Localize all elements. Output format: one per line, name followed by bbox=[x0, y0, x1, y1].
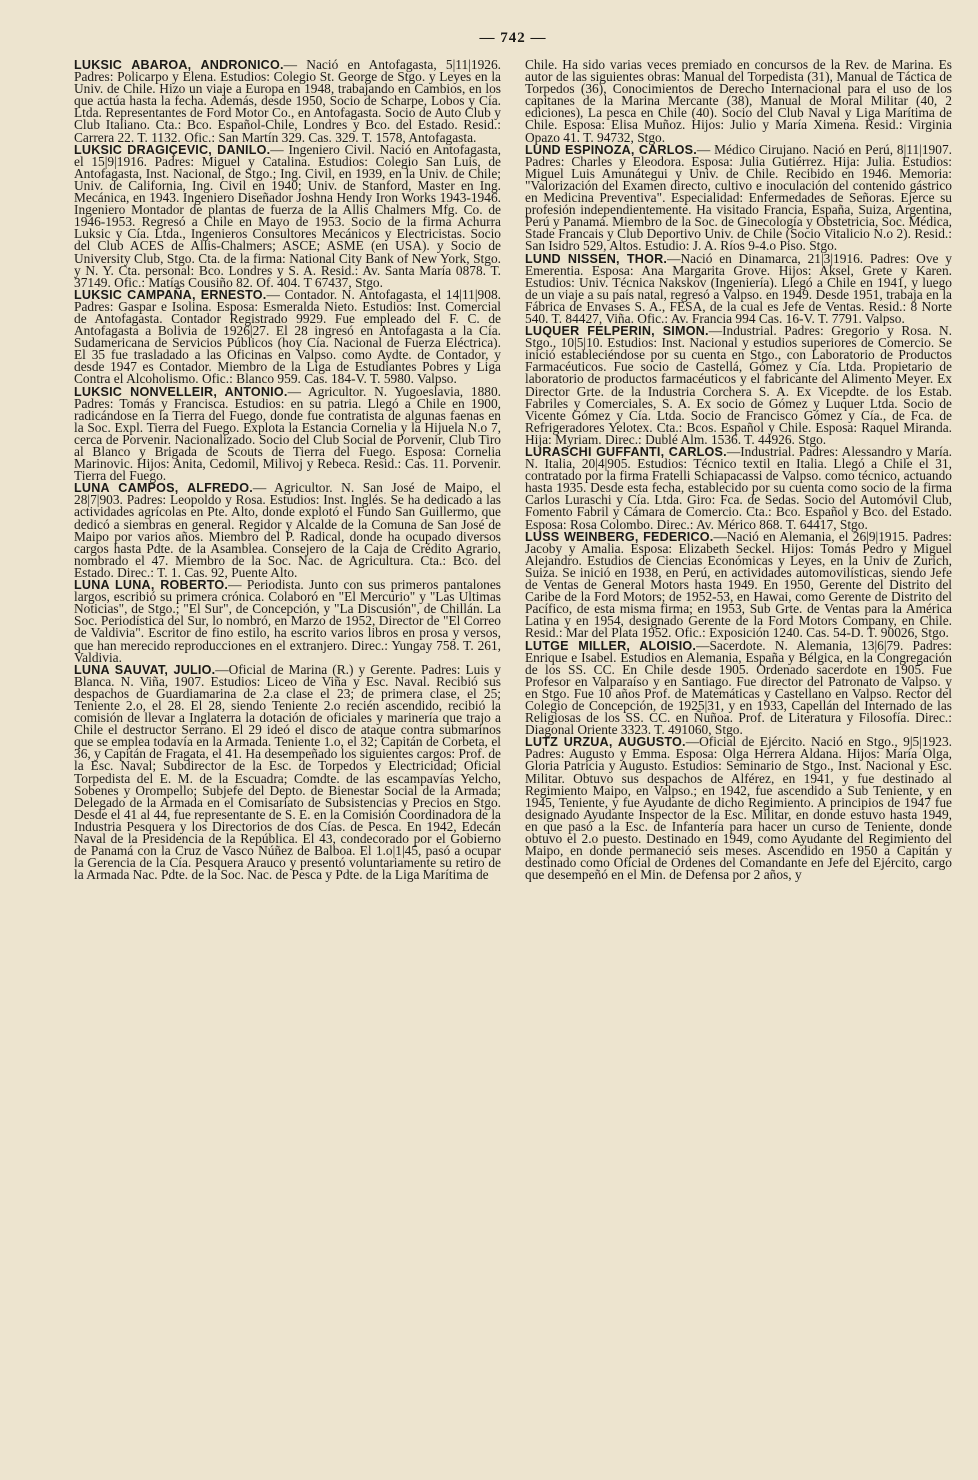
entry-text: —Nació en Alemania, el 26|9|1915. Padres: Jacoby y Amalia. Esposa: Elizabeth Seckel. Hijos: Tomás Pedro y Miguel Alejandro. Estudios de Ciencias Económicas y Leyes, en la Univ de Zurich, Suiza. Se inició en 1938, en Perú, en actividades automovilísticas, siendo Jefe de Ventas de General Motors hasta 1949. En 1950, Gerente del Distrito del Caribe de la Ford Motors; de 1952-53, en Hawai, como Gerente de Distrito del Pacífico, de esta misma firma; en 1953, Sub Grte. de Ventas para la América Latina y en 1954, designado Gerente de la Ford Motors Company, en Chile. Resid.: Mar del Plata 1952. Ofic.: Exposición 1240. Cas. 54-D. T. 90026, Stgo. bbox=[525, 528, 952, 641]
entry-lutz-urzua bbox=[525, 736, 952, 881]
entry-text: — Agricultor. N. San José de Maipo, el 28|7|903. Padres: Leopoldo y Rosa. Estudios: Inst. Inglés. Se ha dedicado a las actividades agrícolas en Pte. Alto, donde explotó el Fundo San Guillermo, que dedicó a siembras en general. Regidor y Alcalde de la Comuna de San José de Maipo por varios años. Miembro del P. Radical, donde ha ocupado diversos cargos hasta Pdte. de la Asamblea. Consejero de la Caja de Crédito Agrario, nombrado el 47. Miembro de la Soc. Nac. de Agricultura. Cta.: Bco. del Estado. Direc.: T. 1. Cas. 92, Puente Alto. bbox=[74, 480, 501, 580]
entry-luna-sauvat-continued bbox=[525, 59, 952, 144]
entry-lund-nissen bbox=[525, 250, 952, 326]
entry-text: —Nació en Dinamarca, 21|3|1916. Padres: Ove y Emerentia. Esposa: Ana Margarita Grove. Hijos: Aksel, Grete y Karen. Estudios: Univ. Técnica Nakskov (Ingeniería). Llegó a Chile en 1941, y luego de un viaje a su país natal, regresó a Valpso. en 1949. Desde 1951, trabaja en la Fábrica de Envases S. A., FESA, de la cual es Jefe de Ventas. Resid.: 8 Norte 540. T. 84427, Viña. Ofic.: Av. Francia 994 Cas. 16-V. T. 7791. Valpso. bbox=[525, 250, 952, 326]
entry-luss-weinberg bbox=[525, 528, 952, 641]
entry-name: LUNA CAMPOS, ALFREDO. bbox=[74, 481, 253, 496]
entry-text: —Oficial de Marina (R.) y Gerente. Padres: Luis y Blanca. N. Viña, 1907. Estudios: Liceo de Viña y Esc. Naval. Recibió sus despachos de Guardiamarina de 2.a clase el 23; de primera clase, el 25; Teniente 2.o, el 28. El 28, siendo Teniente 2.o recién ascendido, recibió la comisión de llevar a Inglaterra la dotación de oficiales y marinería que trajo a Chile el destructor Serrano. El 29 ideó el disco de ataque contra submarinos que se emplea todavía en la Armada. Teniente 1.o, el 32; Capitán de Corbeta, el 36, y Capitán de Fragata, el 41. Ha desempeñado los siguientes cargos: Prof. de la Esc. Naval; Subdirector de la Esc. de Torpedos y Electricidad; Oficial Torpedista del E. M. de la Escuadra; Comdte. de las escampavías Yelcho, Sobenes y Orompello; Subjefe del Depto. de Bienestar Social de la Armada; Delegado de la Armada en el Comisariato de Subsistencias y Precios en Stgo. Desde el 41 al 44, fue representante de S. E. en la Comisión Coordinadora de la Industria Pesquera y los Directorios de dos Cías. de Pesca. En 1942, Edecán Naval de la Presidencia de la República. El 43, condecorado por el Gobierno de Panamá con la Cruz de Vasco Núñez de Balboa. El 1.o|1|45, pasó a ocupar la Gerencia de la Cía. Pesquera Arauco y presentó voluntariamente su retiro de la Armada Nac. Pdte. de la Soc. Nac. de Pesca y Pdte. de la Liga Marítima de bbox=[74, 661, 501, 883]
left-column bbox=[74, 59, 501, 881]
entry-luquer-felperin bbox=[525, 325, 952, 446]
entry-luna-campos bbox=[74, 482, 501, 579]
entry-text: —Oficial de Ejército. Nació en Stgo., 9|5|1923. Padres: Augusto y Emma. Esposa: Olga Herrera Aldana. Hijos: María Olga, Gloria Patricia y Augusto. Estudios: Seminario de Stgo., Inst. Nacional y Esc. Militar. Obtuvo sus despachos de Alférez, en 1941, y fue destinado al Regimiento Maipo, en Valpso.; en 1942, fue ascendido a Sub Teniente, y en 1945, Teniente, y fue Ayudante de dicho Regimiento. A principios de 1947 fue designado Ayudante Inspector de la Esc. Militar, en donde estuvo hasta 1949, en que pasó a la Esc. de Infantería para hacer un curso de Teniente, donde obtuvo el 2.o puesto. Destinado en 1949, como Ayudante del Regimiento del Maipo, en donde permaneció seis meses. Ascendido en 1950 a Capitán y destinado como Oficial de Ordenes del Comandante en Jefe del Ejército, cargo que desempeñó en el Min. de Defensa por 2 años, y bbox=[525, 734, 952, 883]
entry-lund-espinoza bbox=[525, 141, 952, 254]
entry-name: LUSS WEINBERG, FEDERICO. bbox=[525, 529, 714, 544]
entry-name: LUTGE MILLER, ALOISIO. bbox=[525, 638, 697, 653]
entry-text: — Agricultor. N. Yugoeslavia, 1880. Padres: Tomás y Francisca. Estudios: en su patria. Llegó a Chile en 1900, radicándose en la Tierra del Fuego, donde fue contratista de algunas faenas en la Soc. Expl. Tierra del Fuego. Explota la Estancia Cornelia y la Hijuela N.o 7, cerca de Porvenir. Nacionalizado. Socio del Club Social de Porvenir, Club Tiro al Blanco y Brigada de Scouts de Tierra del Fuego. Esposa: Cornelia Marinovic. Hijos: Anita, Cedomil, Milivoj y Rebeca. Resid.: Cas. 11. Porvenir. Tierra del Fuego. bbox=[74, 383, 502, 484]
entry-name: LURASCHI GUFFANTI, CARLOS. bbox=[525, 445, 727, 459]
right-column bbox=[525, 59, 952, 881]
entry-text: — Ingeniero Civil. Nació en Antofagasta, el 15|9|1916. Padres: Miguel y Catalina. Estudios: Colegio San Luis, de Antofagasta, Inst. Nacional, de Stgo.; Ing. Civil, en 1939, en la Univ. de Chile; Univ. de California, Ing. Civil en 1940; Univ. de Stanford, Master en Ing. Mecánica, en 1943. Ingeniero Diseñador Joshna Hendy Iron Works 1943-1946. Ingeniero Montador de plantas de fuerza de la Allis Chalmers Mfg. Co. de 1946-1953. Regresó a Chile en Mayo de 1953. Socio de la firma Achurra Luksic y Cía. Ltda., Ingenieros Consultores Mecánicos y Electricistas. Socio del Club ACES de Allis-Chalmers; ASCE; ASME (en USA). y Socio de University Club, Stgo. Cta. de la firma: National City Bank of New York, Stgo. y N. Y. Cta. personal: Bco. Londres y S. A. Resid.: Av. Santa María 0878. T. 37149. Ofic.: Matías Cousiño 82. Of. 404. T 67437, Stgo. bbox=[74, 141, 501, 290]
entry-name: LUKSIC ABAROA, ANDRONICO. bbox=[74, 58, 284, 72]
entry-text: Chile. Ha sido varias veces premiado en concursos de la Rev. de Marina. Es autor de las siguientes obras: Manual del Torpedista (31), Manual de Táctica de Torpedos (36), Conocimientos de Derecho Internacional para el uso de los capitanes de la Marina Mercante (38), Manual de Moral Militar (40, 2 ediciones), La pesca en Chile (40). Socio del Club Naval y Liga Marítima de Chile. Esposa: Elisa Muñoz. Hijos: Julio y María Ximena. Resid.: Virginia Opazo 41. T. 94732, Stgo. bbox=[525, 57, 952, 145]
entry-name: LUNA SAUVAT, JULIO. bbox=[74, 662, 216, 677]
page-number: — 742 — bbox=[479, 30, 547, 46]
entry-luna-luna bbox=[74, 579, 501, 664]
entry-text: — Contador. N. Antofagasta, el 14|11|908. Padres: Gaspar e Isolina. Esposa: Esmeralda Nieto. Estudios: Inst. Comercial de Antofagasta. Contador Registrado 9929. Fue empleado del F. C. de Antofagasta a Bolivia de 1926|27. El 28 ingresó en Antofagasta a la Cía. Sudamericana de Servicios Públicos (hoy Cía. Nacional de Fuerza Eléctrica). El 35 fue trasladado a las Oficinas en Valpso. como Aydte. de Contador, y desde 1947 es Contador. Miembro de la Liga de Estudiantes Pobres y Liga Contra el Alcoholismo. Ofic.: Blanco 959. Cas. 184-V. T. 5980. Valpso. bbox=[74, 286, 501, 387]
entry-name: LUKSIC NONVELLEIR, ANTONIO. bbox=[74, 384, 288, 399]
entry-name: LUKSIC CAMPAÑA, ERNESTO. bbox=[74, 287, 267, 302]
entry-luksic-nonvelleir bbox=[74, 383, 502, 484]
entry-luksic-abaroa bbox=[74, 59, 501, 144]
entry-text: — Médico Cirujano. Nació en Perú, 8|11|1907. Padres: Charles y Eleodora. Esposa: Julia Gutiérrez. Hija: Julia. Estudios: Miguel Luis Amunátegui y Univ. de Chile. Recibido en 1946. Memoria: "Valorización del Examen directo, cultivo e inoculación del contenido gástrico en Medicina Preventiva". Especialidad: Enfermedades de Señoras. Ejerce su profesión independientemente. Ha visitado Francia, España, Suiza, Argentina, Perú y Panamá. Miembro de la Soc. de Ginecología y Obstetricia, Soc. Médica, Stade Francais y Club Deportivo Univ. de Chile (Socio Vitalicio N.o 2). Resid.: San Isidro 529, Altos. Estudio: J. A. Ríos 9-4.o Piso. Stgo. bbox=[525, 141, 952, 254]
entry-text: — Nació en Antofagasta, 5|11|1926. Padres: Policarpo y Elena. Estudios: Colegio St. George de Stgo. y Leyes en la Univ. de Chile. Hizo un viaje a Europa en 1948, trabajando en Cambios, en los que actúa hasta la fecha. Además, desde 1950, Socio de Scharpe, Lobos y Cía. Ltda. Representantes de Ford Motor Co., en Antofagasta. Socio de Auto Club y Club Italiano. Cta.: Bco. Español-Chile, Londres y Bco. del Estado. Resid.: Carrera 22. T. 1132. Ofic.: San Martín 329. Cas. 329. T. 1578, Antofagasta. bbox=[74, 57, 501, 145]
entry-text: — Periodista. Junto con sus primeros pantalones largos, escribió su primera crónica. Colaboró en "El Mercurio" y "Las Ultimas Noticias", de Stgo.; "El Sur", de Concepción, y "La Discusión", de Chillán. La Soc. Periodística del Sur, lo nombró, en Marzo de 1952, Director de "El Correo de Valdivia". Escritor de fino estilo, ha escrito varios libros en prosa y versos, que han merecido reproducciones en el extranjero. Direc.: Yungay 758. T. 261, Valdivia. bbox=[74, 577, 501, 665]
entry-name: LUTZ URZUA, AUGUSTO. bbox=[525, 735, 686, 750]
entry-name: LUQUER FELPERIN, SIMON. bbox=[525, 324, 709, 339]
entry-luraschi-guffanti bbox=[525, 446, 952, 531]
entry-luna-sauvat bbox=[74, 661, 501, 883]
entry-name: LUND ESPINOZA, CARLOS. bbox=[525, 142, 697, 157]
entry-text: —Industrial. Padres: Gregorio y Rosa. N. Stgo., 10|5|10. Estudios: Inst. Nacional y estudios superiores de Comercio. Se inició estableciéndose por su cuenta en Stgo., con Laboratorio de Productos Farmacéuticos. Fue socio de Castellá, Gómez y Cía. Ltda. Propietario de laboratorio de productos farmacéuticos y el fabricante del Alimento Meyer. Ex Director Grte. de la Industria Corchera S. A. Ex Vicepdte. de los Estab. Fabriles y Comerciales, S. A. Ex socio de Gómez y Luquer Ltda. Socio de Vicente Gómez y Cía. Ltda. Socio de Francisco Gómez y Cía., de Fca. de Refrigeradores Yelotex. Cta.: Bcos. Español y Chile. Esposa: Raquel Miranda. Hija: Myriam. Direc.: Dublé Alm. 1536. T. 44926. Stgo. bbox=[525, 323, 952, 447]
entry-text: —Industrial. Padres: Alessandro y María. N. Italia, 20|4|905. Estudios: Técnico textil en Italia. Llegó a Chile el 31, contratado por la firma Fratelli Schiapacassi de Valpso. como técnico, actuando hasta 1935. Desde esta fecha, establecido por su cuenta como socio de la firma Carlos Luraschi y Cía. Ltda. Giro: Fca. de Sedas. Socio del Automóvil Club, Fomento Fabril y Cámara de Comercio. Cta.: Bco. Español y Bco. del Estado. Esposa: Rosa Colombo. Direc.: Av. Mérico 868. T. 64417, Stgo. bbox=[525, 444, 953, 532]
entry-name: LUNA LUNA, ROBERTO. bbox=[74, 578, 229, 593]
entry-lutge-miller bbox=[525, 637, 952, 738]
entry-luksic-campana bbox=[74, 286, 501, 387]
entry-text: —Sacerdote. N. Alemania, 13|6|79. Padres: Enrique e Isabel. Estudios en Alemania, España y Bélgica, en la Congregación de los SS. CC. En Chile desde 1905. Ordenado sacerdote en 1905. Fue Profesor en Valparaíso y en Santiago. Fue director del Patronato de Valpso. y en Stgo. Fue 10 años Prof. de Matemáticas y Castellano en Valpso. Rector del Colegio de Concepción, de 1925|31, y en 1933, Capellán del Internado de las Religiosas de los SS. CC. en Ñuñoa. Prof. de Literatura y Filosofía. Direc.: Diagonal Oriente 3323. T. 491060, Stgo. bbox=[525, 637, 952, 738]
entry-luksic-dragicevic bbox=[74, 141, 501, 290]
entry-name: LUKSIC DRAGIÇEVIC, DANILO. bbox=[74, 142, 271, 157]
entry-name: LUND NISSEN, THOR. bbox=[525, 251, 668, 266]
columns bbox=[74, 59, 952, 881]
